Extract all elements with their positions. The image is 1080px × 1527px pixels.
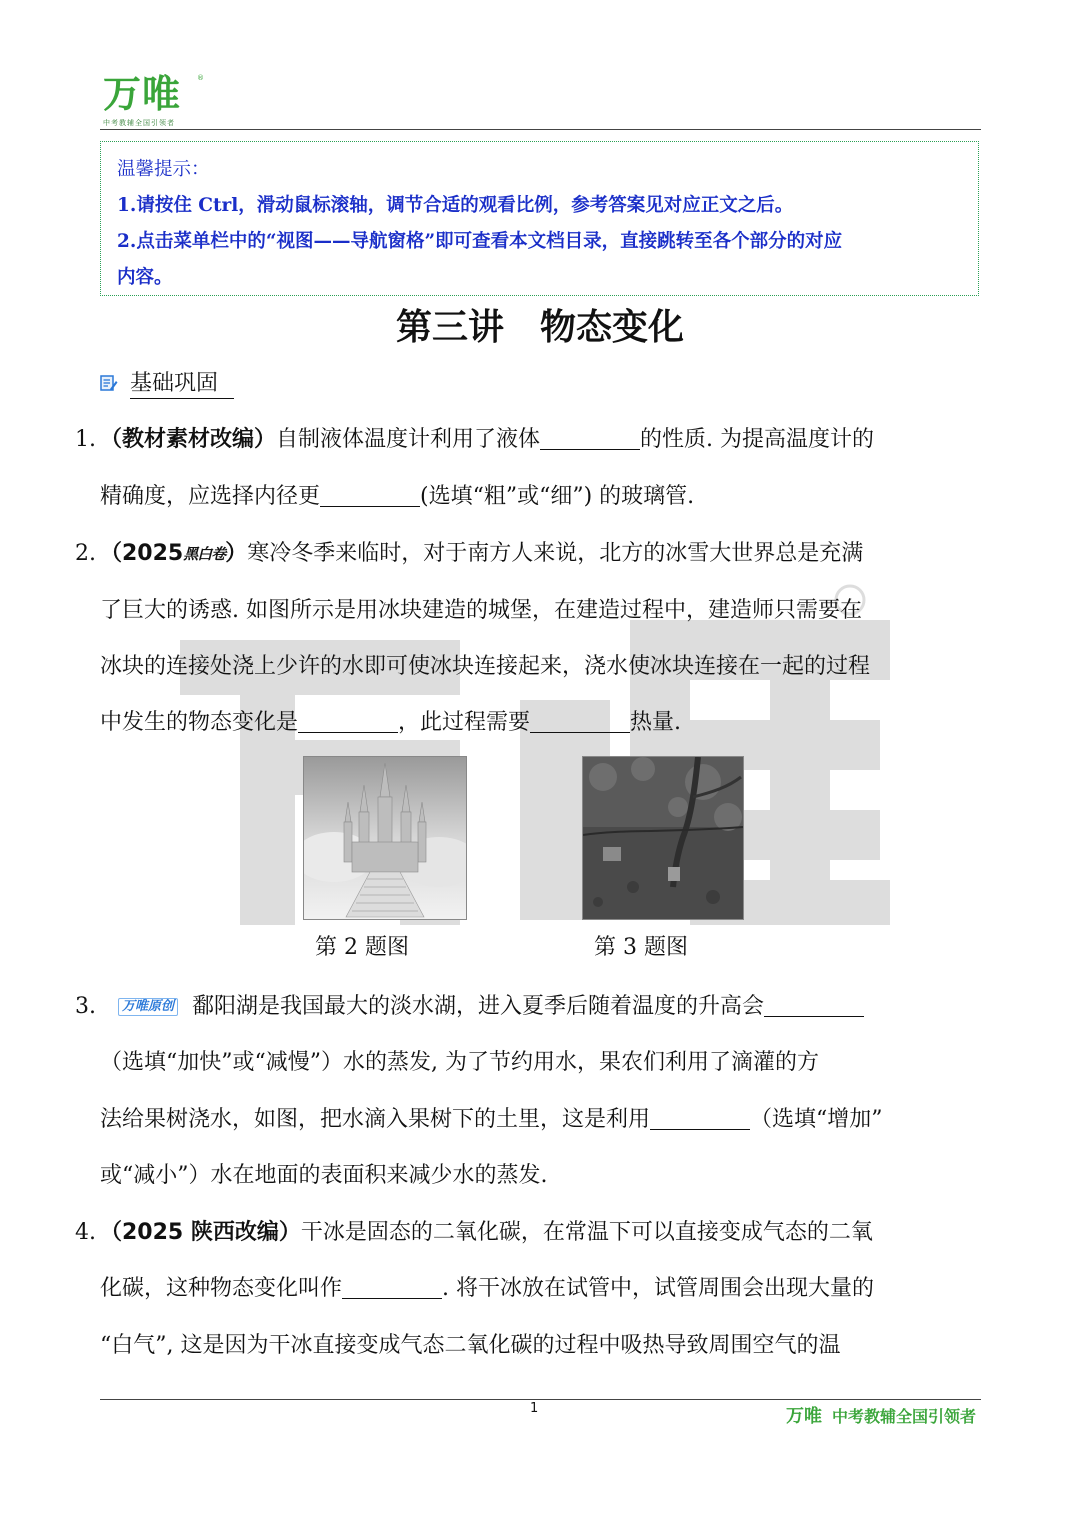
q1-text: 自制液体温度计利用了液体	[276, 427, 541, 452]
q3-line-4: 或“减小”）水在地面的表面积来减少水的蒸发.	[100, 1163, 548, 1188]
footer-logo: 万唯	[786, 1406, 822, 1427]
section-label: 基础巩固	[130, 370, 234, 399]
question-number: 2.	[75, 541, 96, 566]
answer-blank[interactable]	[320, 484, 420, 507]
q3-line-1	[118, 992, 864, 1022]
q4-line-3: “白气”, 这是因为干冰直接变成气态二氧化碳的过程中吸热导致周围空气的温	[100, 1333, 841, 1358]
q2-line-2: 了巨大的诱惑. 如图所示是用冰块建造的城堡，在建造过程中，建造师只需要在	[100, 598, 862, 623]
drip-irrigation-image	[582, 756, 744, 920]
q2-text: ，此过程需要	[398, 710, 531, 735]
q1-line-1	[100, 425, 874, 455]
footer-tagline: 中考教辅全国引领者	[832, 1407, 977, 1426]
figure-caption: 第 2 题图	[315, 935, 409, 960]
q2-line-4	[100, 708, 681, 738]
q4-text: . 将干冰放在试管中，试管周围会出现大量的	[442, 1276, 875, 1301]
q4-source: （2025 陕西改编）	[100, 1220, 301, 1245]
q1-text: 精确度，应选择内径更	[100, 484, 321, 509]
ice-castle-image	[303, 756, 467, 920]
answer-blank[interactable]	[540, 427, 640, 450]
logo-tagline: 中考教辅全国引领者	[103, 119, 175, 127]
watermark-logo	[160, 580, 900, 940]
answer-blank[interactable]	[650, 1107, 750, 1130]
answer-blank[interactable]	[530, 710, 630, 733]
footer-divider	[100, 1399, 981, 1400]
tip-line-1: 1.请按住 Ctrl，滑动鼠标滚轴，调节合适的观看比例，参考答案见对应正文之后。	[117, 195, 794, 216]
q2-line-3: 冰块的连接处浇上少许的水即可使冰块连接起来，浇水使冰块连接在一起的过程	[100, 654, 871, 679]
page-title: 第三讲 物态变化	[395, 307, 684, 348]
logo-text: 万唯	[103, 72, 182, 116]
q2-line-1	[100, 539, 863, 569]
q2-source: （2025	[100, 541, 184, 566]
q1-source: （教材素材改编）	[100, 427, 277, 452]
q4-line-2	[100, 1274, 874, 1304]
q2-source: ）	[225, 541, 248, 566]
q1-text: 的性质. 为提高温度计的	[640, 427, 875, 452]
question-number: 3.	[75, 994, 96, 1019]
source-badge: 黑白卷	[183, 539, 225, 569]
q4-text: 化碳，这种物态变化叫作	[100, 1276, 343, 1301]
q4-text: 干冰是固态的二氧化碳，在常温下可以直接变成气态的二氧	[300, 1220, 873, 1245]
q3-line-2: （选填“加快”或“减慢”）水的蒸发, 为了节约用水，果农们利用了滴灌的方	[100, 1050, 819, 1075]
original-badge: 万唯原创	[118, 998, 178, 1016]
tip-heading: 温馨提示：	[117, 159, 210, 180]
page-number: 1	[530, 1401, 539, 1416]
q4-line-1	[100, 1218, 873, 1248]
answer-blank[interactable]	[298, 710, 398, 733]
figure-caption: 第 3 题图	[594, 935, 688, 960]
q2-text: 中发生的物态变化是	[100, 710, 299, 735]
question-number: 1.	[75, 427, 96, 452]
q1-text: (选填“粗”或“细”) 的玻璃管.	[420, 484, 695, 509]
q3-text: 法给果树浇水，如图，把水滴入果树下的土里，这是利用	[100, 1107, 651, 1132]
tip-line-2: 2.点击菜单栏中的“视图——导航窗格”即可查看本文档目录，直接跳转至各个部分的对应	[117, 231, 843, 252]
registered-mark: ®	[197, 74, 204, 82]
q3-text: 鄱阳湖是我国最大的淡水湖，进入夏季后随着温度的升高会	[192, 994, 765, 1019]
answer-blank[interactable]	[342, 1276, 442, 1299]
footer-brand	[786, 1402, 976, 1428]
brand-logo	[103, 72, 203, 132]
q3-text: （选填“增加”	[750, 1107, 883, 1132]
header-divider	[100, 129, 981, 130]
q2-text: 寒冷冬季来临时，对于南方人来说，北方的冰雪大世界总是充满	[247, 541, 864, 566]
tip-box	[100, 141, 979, 296]
notebook-pencil-icon	[100, 374, 118, 392]
answer-blank[interactable]	[764, 994, 864, 1017]
q2-text: 热量.	[630, 710, 682, 735]
tip-line-2-cont: 内容。	[117, 267, 173, 288]
question-number: 4.	[75, 1220, 96, 1245]
q1-line-2	[100, 482, 694, 512]
q3-line-3	[100, 1105, 883, 1135]
section-heading	[100, 368, 234, 400]
